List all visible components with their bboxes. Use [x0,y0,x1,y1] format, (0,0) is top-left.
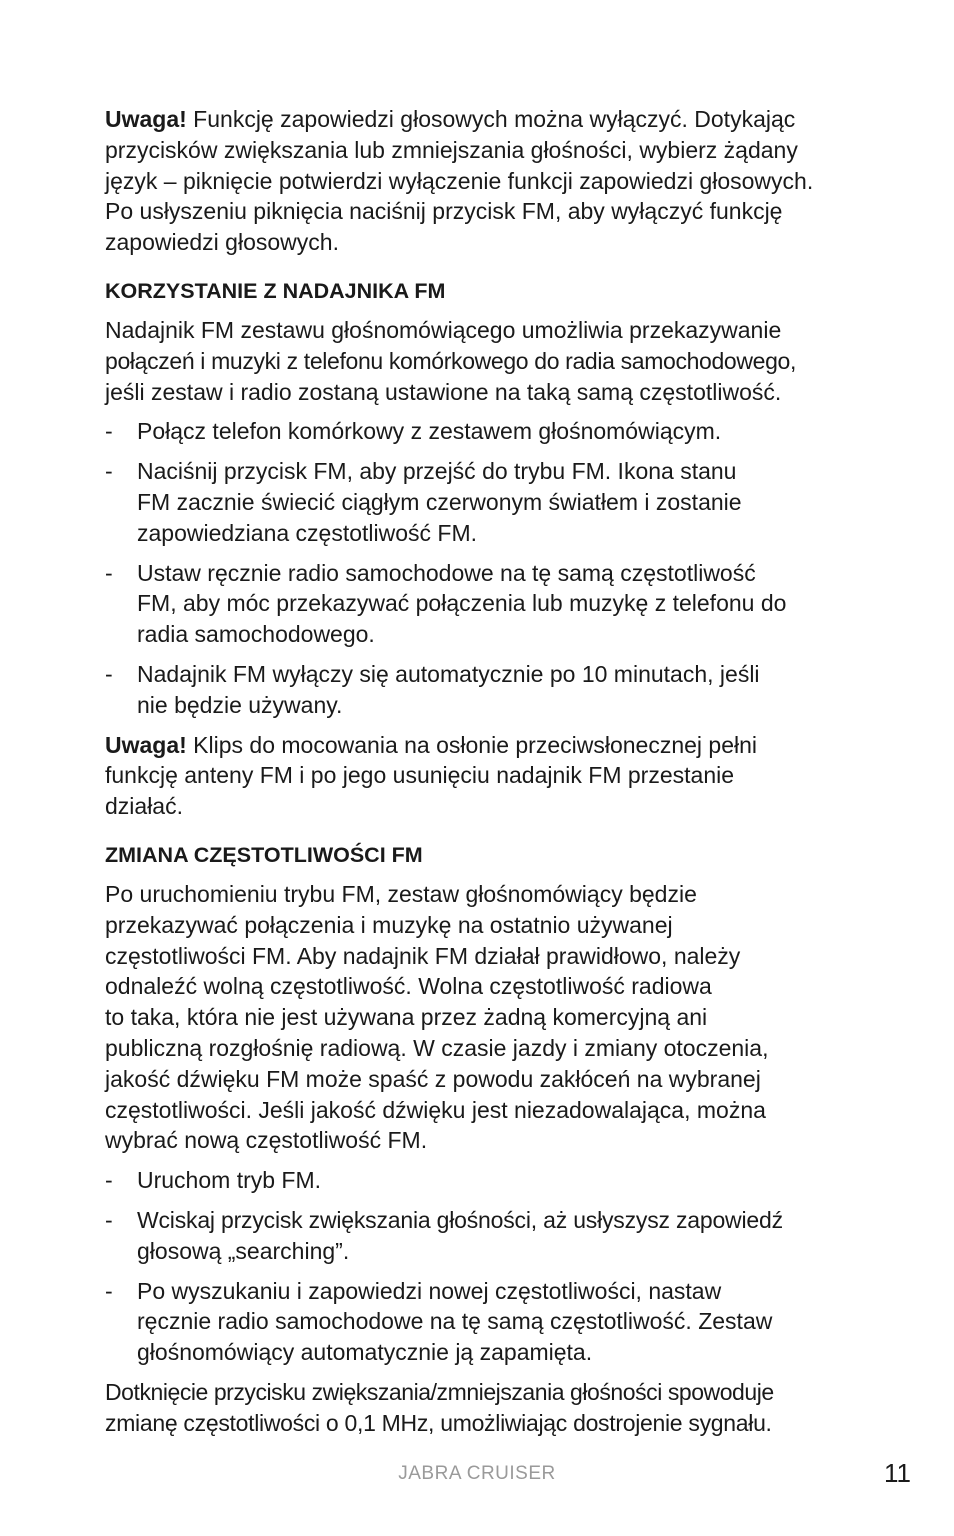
outro-line: Dotknięcie przycisku zwiększania/zmniejszania głośności spowoduje [105,1378,774,1405]
note-paragraph-2 [105,730,865,822]
bullet-dash: - [105,559,113,586]
list-item-line: Nadajnik FM wyłączy się automatycznie po 10 minutach, jeśli [137,660,760,687]
list-item-line: FM zacznie świecić ciągłym czerwonym światłem i zostanie [137,488,742,515]
note-text-line: Klips do mocowania na osłonie przeciwsłonecznej pełni [186,731,758,758]
list-item-line: Połącz telefon komórkowy z zestawem głośnomówiącym. [137,418,722,445]
list-item-line: zapowiedziana częstotliwość FM. [137,519,478,546]
list-item-line: Uruchom tryb FM. [137,1167,322,1194]
bullet-dash: - [105,1277,113,1304]
page-content [105,104,865,1438]
intro-line: Po uruchomieniu trybu FM, zestaw głośnomówiący będzie [105,880,697,907]
intro-line: częstotliwości. Jeśli jakość dźwięku jest niezadowalająca, można [105,1096,766,1123]
section-intro-paragraph [105,879,865,1156]
list-item [105,416,865,447]
section-intro-paragraph [105,315,865,407]
note-label: Uwaga! [105,106,187,132]
list-item-line: ręcznie radio samochodowe na tę samą częstotliwość. Zestaw [137,1308,773,1335]
bullet-dash: - [105,1167,113,1194]
note-text-line: działać. [105,793,183,820]
list-item-line: Wciskaj przycisk zwiększania głośności, aż usłyszysz zapowiedź [137,1206,783,1233]
list-item-line: nie będzie używany. [137,691,343,718]
list-item-line: Ustaw ręcznie radio samochodowe na tę samą częstotliwość [137,559,756,586]
list-item [105,558,865,650]
bullet-dash: - [105,418,113,445]
intro-line: Nadajnik FM zestawu głośnomówiącego umożliwia przekazywanie [105,316,782,343]
footer-product-name: JABRA CRUISER [398,1463,556,1484]
list-item-line: Po wyszukaniu i zapowiedzi nowej częstotliwości, nastaw [137,1277,722,1304]
list-item [105,1165,865,1196]
intro-line: połączeń i muzyki z telefonu komórkowego do radia samochodowego, [105,347,796,374]
list-item [105,456,865,548]
note-text-line: funkcję anteny FM i po jego usunięciu nadajnik FM przestanie [105,762,735,789]
intro-line: jakość dźwięku FM może spaść z powodu zakłóceń na wybranej [105,1065,761,1092]
intro-line: częstotliwości FM. Aby nadajnik FM działał prawidłowo, należy [105,942,741,969]
page-number: 11 [884,1458,911,1488]
instruction-list-1 [105,416,865,720]
list-item-line: radia samochodowego. [137,621,375,648]
note-text-line: język – piknięcie potwierdzi wyłączenie funkcji zapowiedzi głosowych. [105,167,814,194]
note-text-line: Funkcję zapowiedzi głosowych można wyłączyć. Dotykając [186,106,796,132]
bullet-dash: - [105,458,113,485]
note-paragraph-1 [105,104,865,258]
intro-line: przekazywać połączenia i muzykę na ostatnio używanej [105,911,673,938]
list-item [105,659,865,721]
intro-line: wybrać nową częstotliwość FM. [105,1127,428,1154]
intro-line: publiczną rozgłośnię radiową. W czasie jazdy i zmiany otoczenia, [105,1034,769,1061]
list-item [105,1276,865,1368]
note-label: Uwaga! [105,731,187,758]
intro-line: odnaleźć wolną częstotliwość. Wolna częstotliwość radiowa [105,973,712,1000]
note-text-line: przycisków zwiększania lub zmniejszania głośności, wybierz żądany [105,136,798,163]
list-item [105,1205,865,1267]
section-heading-change-frequency: ZMIANA CZĘSTOTLIWOŚCI FM [105,842,423,867]
closing-paragraph [105,1377,865,1439]
note-text-line: Po usłyszeniu piknięcia naciśnij przycisk FM, aby wyłączyć funkcję [105,198,783,225]
list-item-line: głosową „searching”. [137,1237,350,1264]
intro-line: jeśli zestaw i radio zostaną ustawione na taką samą częstotliwość. [105,378,782,405]
note-text-line: zapowiedzi głosowych. [105,229,339,256]
bullet-dash: - [105,660,113,687]
list-item-line: FM, aby móc przekazywać połączenia lub muzykę z telefonu do [137,590,787,617]
instruction-list-2 [105,1165,865,1368]
list-item-line: głośnomówiący automatycznie ją zapamięta. [137,1339,593,1366]
bullet-dash: - [105,1206,113,1233]
section-heading-fm-transmitter: KORZYSTANIE Z NADAJNIKA FM [105,278,446,303]
intro-line: to taka, która nie jest używana przez żadną komercyjną ani [105,1004,708,1031]
outro-line: zmianę częstotliwości o 0,1 MHz, umożliwiając dostrojenie sygnału. [105,1409,772,1436]
list-item-line: Naciśnij przycisk FM, aby przejść do trybu FM. Ikona stanu [137,458,737,485]
